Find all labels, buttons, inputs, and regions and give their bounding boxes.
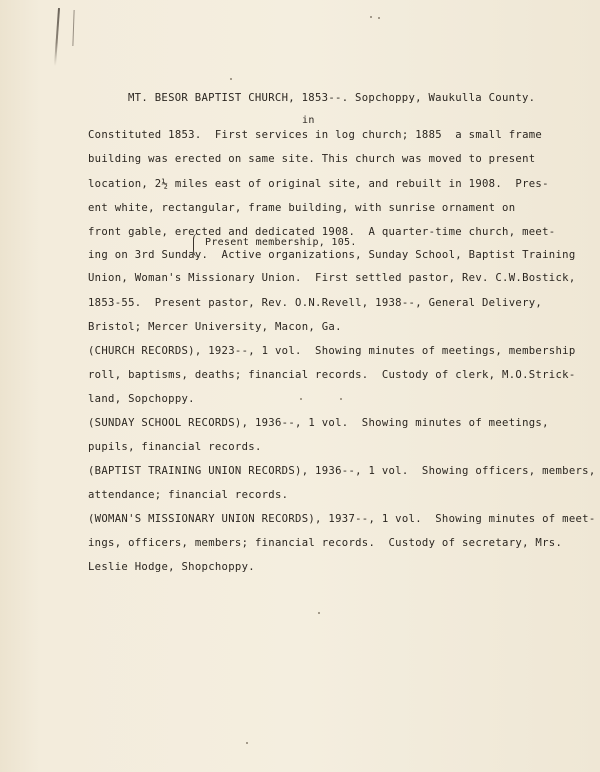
paper-crease-mark-secondary (72, 10, 74, 46)
body-line-4: ent white, rectangular, frame building, with sunrise ornament on (88, 202, 516, 214)
body-line-8: 1853-55. Present pastor, Rev. O.N.Revell, 1938--, General Delivery, (88, 297, 543, 309)
handwritten-annotation: Present membership, 105. (205, 237, 357, 248)
body-line-11: roll, baptisms, deaths; financial records. Custody of clerk, M.O.Strick- (88, 369, 576, 381)
inserted-word: in (302, 115, 315, 126)
body-line-15: (BAPTIST TRAINING UNION RECORDS), 1936--, 1 vol. Showing officers, members, (88, 465, 596, 477)
body-line-12: land, Sopchoppy. (88, 393, 195, 405)
body-line-3: location, 2½ miles east of original site, and rebuilt in 1908. Pres- (88, 178, 549, 190)
body-line-16: attendance; financial records. (88, 489, 289, 501)
body-line-19: Leslie Hodge, Shopchoppy. (88, 561, 255, 573)
body-line-17: (WOMAN'S MISSIONARY UNION RECORDS), 1937--, 1 vol. Showing minutes of meet- (88, 513, 596, 525)
paper-crease-mark (54, 8, 60, 66)
body-line-2: building was erected on same site. This church was moved to present (88, 153, 536, 165)
body-line-6: ing on 3rd Sunday. Active organizations, Sunday School, Baptist Training (88, 249, 576, 261)
body-line-1: Constituted 1853. First services in log church; 1885 a small frame (88, 129, 543, 141)
body-line-5: front gable, erected and dedicated 1908. A quarter-time church, meet- (88, 226, 556, 238)
document-title: MT. BESOR BAPTIST CHURCH, 1853--. Sopchoppy, Waukulla County. (128, 92, 536, 104)
body-line-18: ings, officers, members; financial records. Custody of secretary, Mrs. (88, 537, 563, 549)
body-line-10: (CHURCH RECORDS), 1923--, 1 vol. Showing minutes of meetings, membership (88, 345, 576, 357)
body-line-7: Union, Woman's Missionary Union. First settled pastor, Rev. C.W.Bostick, (88, 272, 576, 284)
body-line-13: (SUNDAY SCHOOL RECORDS), 1936--, 1 vol. Showing minutes of meetings, (88, 417, 549, 429)
body-line-14: pupils, financial records. (88, 441, 262, 453)
body-line-9: Bristol; Mercer University, Macon, Ga. (88, 321, 342, 333)
